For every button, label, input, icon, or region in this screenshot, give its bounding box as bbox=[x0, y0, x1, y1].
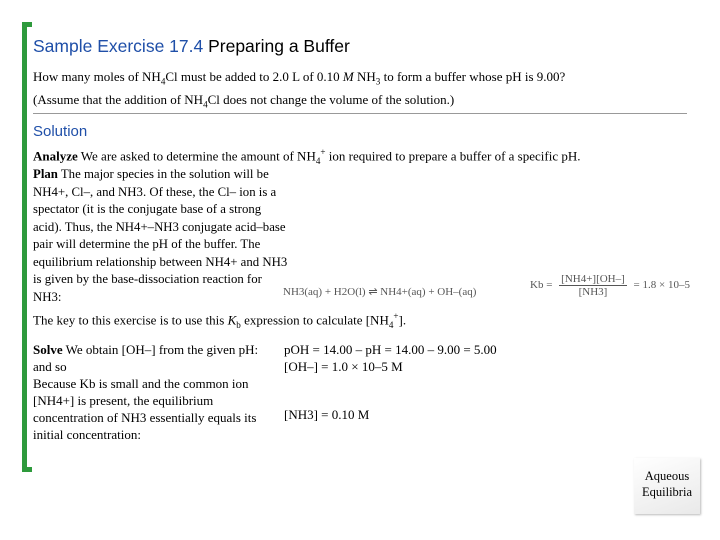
analyze-text-1: We are asked to determine the amount of NH bbox=[77, 148, 316, 164]
title-prefix: Sample Exercise 17.4 bbox=[33, 36, 204, 56]
q-molar: M bbox=[342, 69, 354, 84]
analyze-label: Analyze bbox=[33, 148, 78, 164]
base-dissociation-equation: NH3(aq) + H2O(l) ⇌ NH4+(aq) + OH–(aq) bbox=[283, 286, 477, 298]
q-text-2: Cl must be added to 2.0 L of 0.10 bbox=[165, 69, 343, 84]
q-sub-2: 3 bbox=[375, 76, 381, 87]
solve-text-2: and so bbox=[33, 359, 67, 374]
key-text-1: The key to this exercise is to use this bbox=[33, 312, 228, 328]
footer-line-1: Aqueous bbox=[644, 469, 690, 483]
calc-block bbox=[284, 341, 497, 375]
q-text-3: NH bbox=[353, 69, 376, 84]
kb-denominator: [NH3] bbox=[578, 286, 608, 298]
solve-text-1: We obtain [OH–] from the given pH: bbox=[62, 342, 259, 357]
plan-text: The major species in the solution will be NH4+, Cl–, and NH3. Of these, the Cl– ion is a spectator (it is the conjugate base of a strong acid). Thus, the NH4+–NH3 conjugate acid–base pair will determine the pH of the buffer. The equilibrium relationship between NH4+ and NH3 is given by the base-dissociation reaction for NH3: bbox=[33, 167, 288, 304]
plan-label: Plan bbox=[33, 167, 58, 181]
key-k: K bbox=[227, 312, 237, 328]
divider-line bbox=[33, 113, 687, 114]
key-text-3: ]. bbox=[398, 312, 407, 328]
q-line2-sub: 4 bbox=[203, 99, 208, 110]
calc-poh: pOH = 14.00 – pH = 14.00 – 9.00 = 5.00 bbox=[284, 342, 497, 357]
analyze-sup: + bbox=[320, 147, 326, 157]
key-text-2: expression to calculate [NH bbox=[240, 312, 389, 328]
analyze-text-2: ion required to prepare a buffer of a specific pH. bbox=[325, 148, 581, 164]
question-text bbox=[33, 68, 673, 113]
calc-oh: [OH–] = 1.0 × 10–5 M bbox=[284, 359, 403, 374]
analyze-sub: 4 bbox=[315, 155, 321, 166]
kb-left: Kb = bbox=[530, 279, 553, 292]
page-title bbox=[33, 36, 350, 57]
q-sub-1: 4 bbox=[160, 76, 166, 87]
footer-line-2: Equilibria bbox=[642, 485, 692, 499]
kb-numerator: [NH4+][OH–] bbox=[561, 273, 625, 285]
title-rest: Preparing a Buffer bbox=[203, 36, 350, 56]
q-line2-c: Cl does not change the volume of the solution.) bbox=[207, 91, 455, 107]
q-text-4: to form a buffer whose pH is 9.00? bbox=[380, 69, 566, 84]
key-sub-4: 4 bbox=[388, 319, 394, 330]
calc-nh3: [NH3] = 0.10 M bbox=[284, 407, 370, 422]
plan-paragraph bbox=[33, 166, 293, 306]
q-line2-a: (Assume that the addition of NH bbox=[33, 91, 204, 107]
solve-paragraph bbox=[33, 341, 278, 443]
key-sub-b: b bbox=[236, 319, 241, 330]
kb-fraction bbox=[559, 273, 627, 298]
kb-value: = 1.8 × 10–5 bbox=[633, 279, 690, 292]
solve-text-3: Because Kb is small and the common ion [NH4+] is present, the equilibrium concentration of NH3 essentially equals its initial concentration: bbox=[33, 376, 257, 442]
key-sup-plus: + bbox=[393, 311, 399, 321]
solution-heading: Solution bbox=[33, 123, 88, 140]
chapter-footer bbox=[634, 458, 700, 514]
left-bracket-decoration bbox=[22, 22, 32, 472]
q-text-1: How many moles of NH bbox=[33, 69, 161, 84]
key-sentence bbox=[33, 311, 683, 330]
kb-expression bbox=[530, 273, 690, 298]
solve-label: Solve bbox=[33, 342, 63, 357]
